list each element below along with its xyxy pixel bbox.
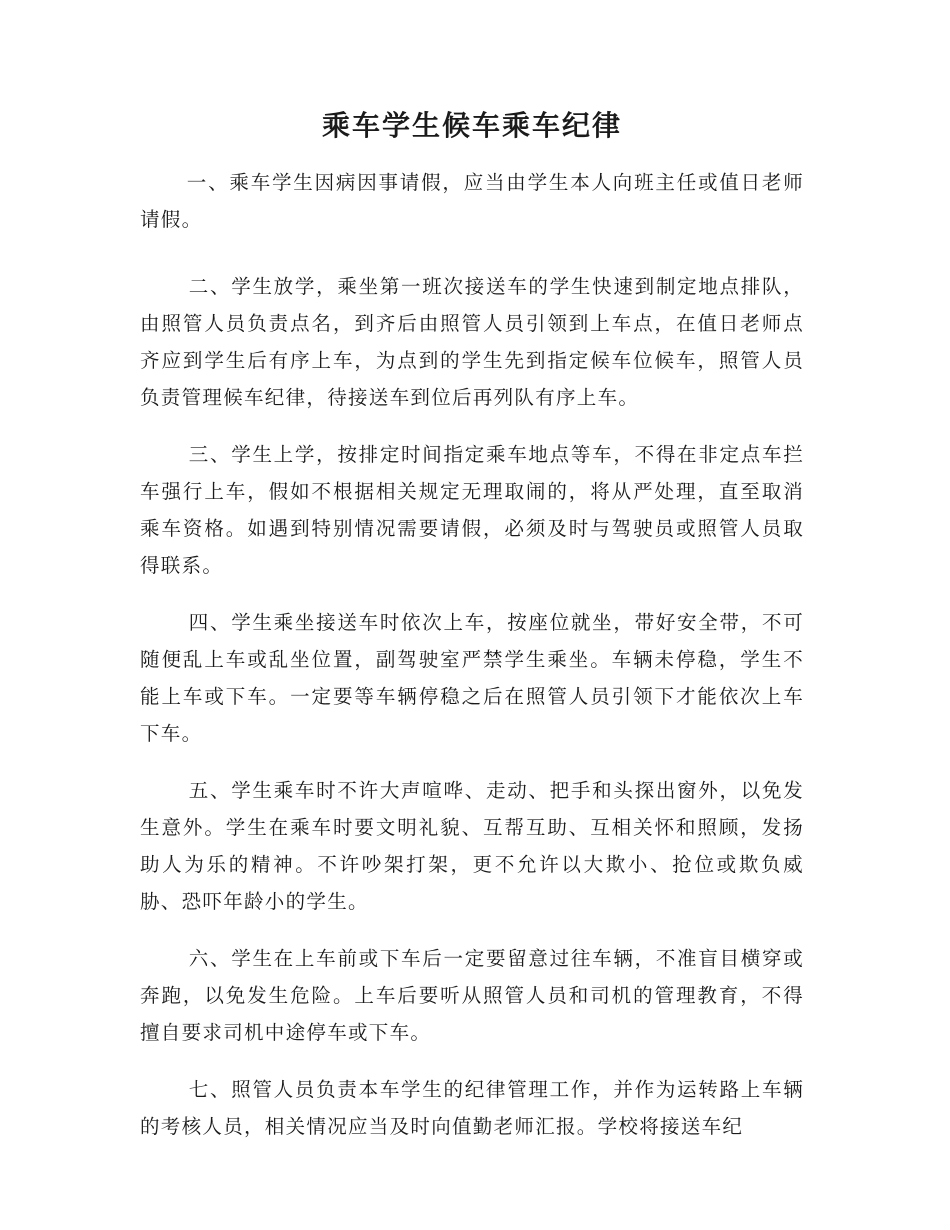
document-page bbox=[140, 108, 804, 1165]
paragraph-2: 二、学生放学，乘坐第一班次接送车的学生快速到制定地点排队，由照管人员负责点名，到齐后由照管人员引领到上车点，在值日老师点齐应到学生后有序上车，为点到的学生先到指定候车位候车，照管人员负责管理候车纪律，待接送车到位后再列队有序上车。 bbox=[140, 275, 804, 410]
paragraph-4: 四、学生乘坐接送车时依次上车，按座位就坐，带好安全带，不可随便乱上车或乱坐位置，副驾驶室严禁学生乘坐。车辆未停稳，学生不能上车或下车。一定要等车辆停稳之后在照管人员引领下才能依次上车下车。 bbox=[140, 611, 804, 746]
paragraph-3: 三、学生上学，按排定时间指定乘车地点等车，不得在非定点车拦车强行上车，假如不根据相关规定无理取闹的，将从严处理，直至取消乘车资格。如遇到特别情况需要请假，必须及时与驾驶员或照管人员取得联系。 bbox=[140, 443, 804, 578]
paragraph-7: 七、照管人员负责本车学生的纪律管理工作，并作为运转路上车辆的考核人员，相关情况应当及时向值勤老师汇报。学校将接送车纪 bbox=[140, 1078, 804, 1139]
paragraph-5: 五、学生乘车时不许大声喧哗、走动、把手和头探出窗外，以免发生意外。学生在乘车时要文明礼貌、互帮互助、互相关怀和照顾，发扬助人为乐的精神。不许吵架打架，更不允许以大欺小、抢位或欺负威胁、恐吓年龄小的学生。 bbox=[140, 779, 804, 914]
document-title: 乘车学生候车乘车纪律 bbox=[321, 109, 622, 142]
paragraph-6: 六、学生在上车前或下车后一定要留意过往车辆，不准盲目横穿或奔跑，以免发生危险。上车后要听从照管人员和司机的管理教育，不得擅自要求司机中途停车或下车。 bbox=[140, 947, 804, 1045]
paragraph-1: 一、乘车学生因病因事请假，应当由学生本人向班主任或值日老师请假。 bbox=[140, 171, 804, 232]
